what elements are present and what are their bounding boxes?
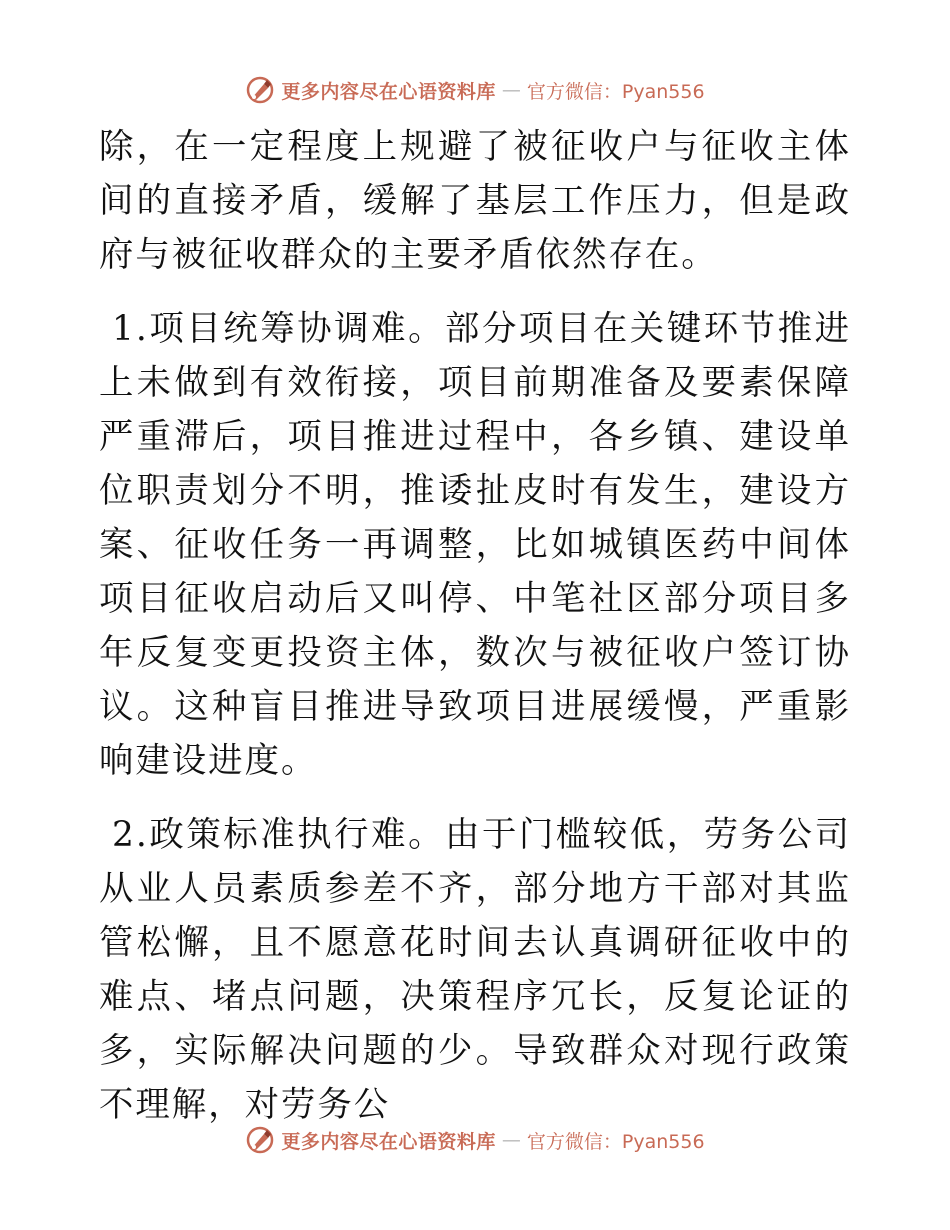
paragraph-project-coordination: 1.项目统筹协调难。部分项目在关键环节推进上未做到有效衔接，项目前期准备及要素保障严重滞后，项目推进过程中，各乡镇、建设单位职责划分不明，推诿扯皮时有发生，建设方案、征收任务一再调整，比如城镇医药中间体项目征收启动后又叫停、中笔社区部分项目多年反复变更投资主体，数次与被征收户签订协议。这种盲目推进导致项目进展缓慢，严重影响建设进度。 bbox=[99, 309, 851, 781]
header-banner bbox=[0, 70, 950, 110]
logo-icon bbox=[245, 1125, 275, 1155]
logo-icon bbox=[245, 75, 275, 105]
footer-banner bbox=[0, 1120, 950, 1160]
header-wechat: 官方微信：Pyan556 bbox=[526, 80, 705, 103]
paragraph-policy-execution: 2.政策标准执行难。由于门槛较低，劳务公司从业人员素质参差不齐，部分地方干部对其监管松懈，且不愿意花时间去认真调研征收中的难点、堵点问题，决策程序冗长，反复论证的多，实际解决问题的少。导致群众对现行政策不理解，对劳务公 bbox=[99, 815, 851, 1125]
header-text: 更多内容尽在心语资料库 bbox=[281, 80, 496, 103]
paragraph-continuation: 除，在一定程度上规避了被征收户与征收主体间的直接矛盾，缓解了基层工作压力，但是政府与被征收群众的主要矛盾依然存在。 bbox=[99, 127, 851, 275]
footer-wechat: 官方微信：Pyan556 bbox=[526, 1130, 705, 1153]
footer-separator: — bbox=[501, 1129, 521, 1151]
document-body bbox=[99, 120, 851, 1132]
footer-text: 更多内容尽在心语资料库 bbox=[281, 1130, 496, 1153]
header-separator: — bbox=[501, 79, 521, 101]
